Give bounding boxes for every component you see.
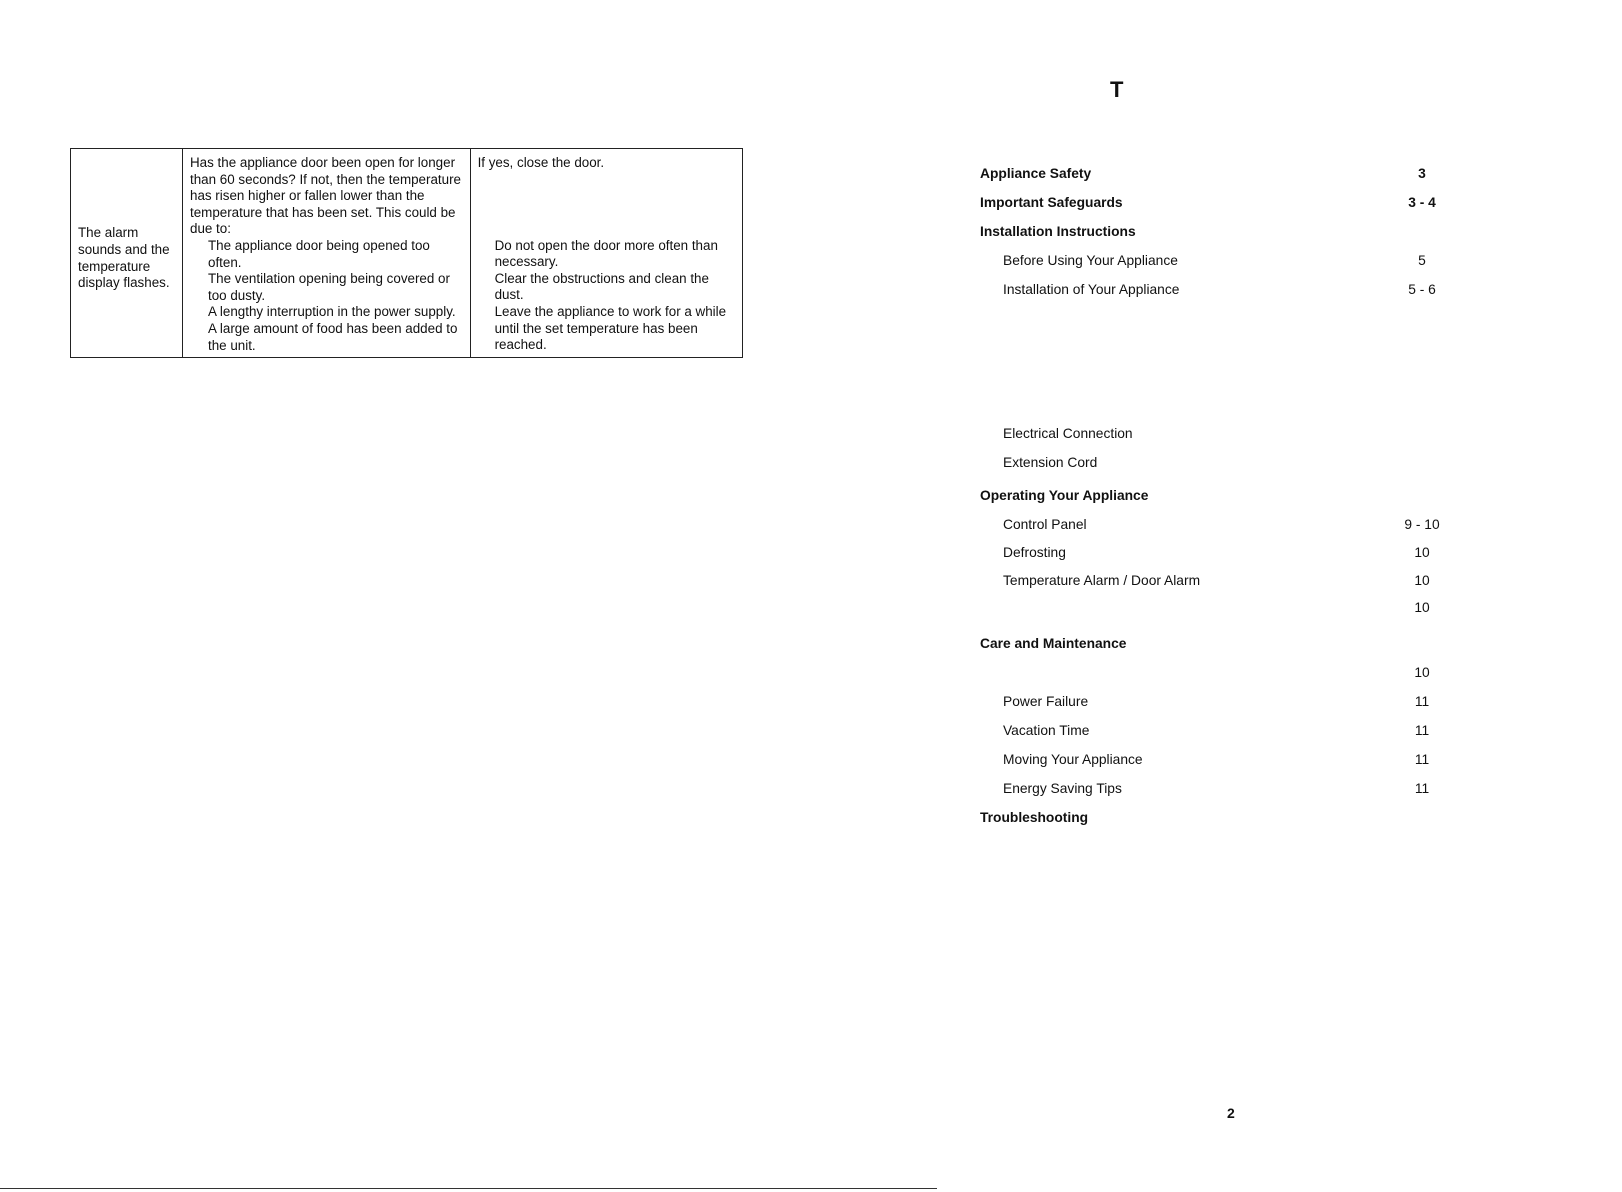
toc-entry-label: Operating Your Appliance bbox=[980, 488, 1149, 503]
toc-section bbox=[980, 634, 1440, 654]
page-divider-rule bbox=[0, 1188, 937, 1189]
toc-entry-page: 11 bbox=[1414, 723, 1430, 738]
solution-cell bbox=[470, 149, 742, 358]
toc-entry bbox=[980, 750, 1440, 770]
solution-list bbox=[478, 238, 735, 354]
list-item: The ventilation opening being covered or too dusty. bbox=[208, 271, 450, 303]
cause-intro: Has the appliance door been open for longer than 60 seconds? If not, then the temperature has risen higher or fallen lower than the temperature that has been set. This could be due to: bbox=[190, 155, 461, 237]
toc-entry-label: Appliance Safety bbox=[980, 166, 1092, 181]
toc-entry-page: 3 bbox=[1418, 166, 1426, 181]
toc-entry-page: 10 bbox=[1414, 600, 1430, 615]
page-number: 2 bbox=[1227, 1105, 1235, 1121]
list-item: Do not open the door more often than necessary. bbox=[494, 237, 718, 270]
cause-cell bbox=[183, 149, 471, 358]
list-item: A lengthy interruption in the power supply. bbox=[208, 304, 456, 320]
toc-section bbox=[980, 486, 1440, 506]
toc-entry-label: Installation Instructions bbox=[980, 224, 1136, 239]
toc-entry-page: 11 bbox=[1414, 694, 1430, 709]
toc-entry bbox=[980, 280, 1440, 300]
toc-entry bbox=[980, 721, 1440, 741]
toc-entry-label: Before Using Your Appliance bbox=[1003, 253, 1178, 268]
toc-entry bbox=[980, 515, 1440, 535]
solution-intro: If yes, close the door. bbox=[477, 155, 605, 170]
toc-entry bbox=[980, 663, 1440, 683]
toc-entry-page: 5 bbox=[1418, 253, 1426, 268]
toc-entry bbox=[980, 598, 1440, 618]
list-item: Clear the obstructions and clean the dust. bbox=[494, 270, 709, 303]
toc-entry-page: 11 bbox=[1414, 752, 1430, 767]
toc-entry-label: Vacation Time bbox=[1003, 723, 1090, 738]
toc-entry-label: Power Failure bbox=[1003, 694, 1089, 709]
toc-section bbox=[980, 808, 1440, 828]
toc-entry-page: 3 - 4 bbox=[1408, 195, 1436, 210]
toc-entry-label: Moving Your Appliance bbox=[1003, 752, 1143, 767]
toc-entry-label: Energy Saving Tips bbox=[1003, 781, 1122, 796]
toc-entry-page: 10 bbox=[1414, 545, 1430, 560]
toc-entry-label: Important Safeguards bbox=[980, 195, 1123, 210]
toc-section bbox=[980, 193, 1440, 213]
toc-entry-label: Control Panel bbox=[1003, 517, 1087, 532]
toc-entry-label: Installation of Your Appliance bbox=[1003, 282, 1180, 297]
toc-entry-label: Temperature Alarm / Door Alarm bbox=[1003, 573, 1201, 588]
toc-entry-label: Electrical Connection bbox=[1003, 426, 1133, 441]
toc-entry bbox=[980, 543, 1440, 563]
toc-entry-page: 5 - 6 bbox=[1408, 282, 1436, 297]
table-row bbox=[71, 149, 743, 358]
toc-entry-label: Defrosting bbox=[1003, 545, 1066, 560]
toc-entry bbox=[980, 424, 1440, 444]
toc-entry-label: Extension Cord bbox=[1003, 455, 1098, 470]
toc-section bbox=[980, 164, 1440, 184]
toc-title: T bbox=[1110, 77, 1124, 102]
list-item: Leave the appliance to work for a while until the set temperature has been reached. bbox=[494, 303, 727, 353]
toc-entry-page: 10 bbox=[1414, 573, 1430, 588]
toc-entry-label: Troubleshooting bbox=[980, 810, 1089, 825]
toc-entry bbox=[980, 453, 1440, 473]
toc-entry-page: 11 bbox=[1414, 781, 1430, 796]
toc-entry-label: Care and Maintenance bbox=[980, 636, 1127, 651]
problem-cell: The alarm sounds and the temperature display flashes. bbox=[71, 149, 183, 358]
list-item: The appliance door being opened too often. bbox=[208, 237, 430, 270]
toc-entry-page: 10 bbox=[1414, 665, 1430, 680]
cause-list bbox=[190, 238, 463, 354]
toc-entry bbox=[980, 692, 1440, 712]
toc-entry bbox=[980, 251, 1440, 271]
toc-entry bbox=[980, 779, 1440, 799]
toc-entry bbox=[980, 571, 1440, 591]
toc-entry-page: 9 - 10 bbox=[1404, 517, 1440, 532]
list-item: A large amount of food has been added to the unit. bbox=[208, 320, 458, 353]
troubleshooting-table bbox=[70, 148, 743, 358]
toc-section bbox=[980, 222, 1440, 242]
